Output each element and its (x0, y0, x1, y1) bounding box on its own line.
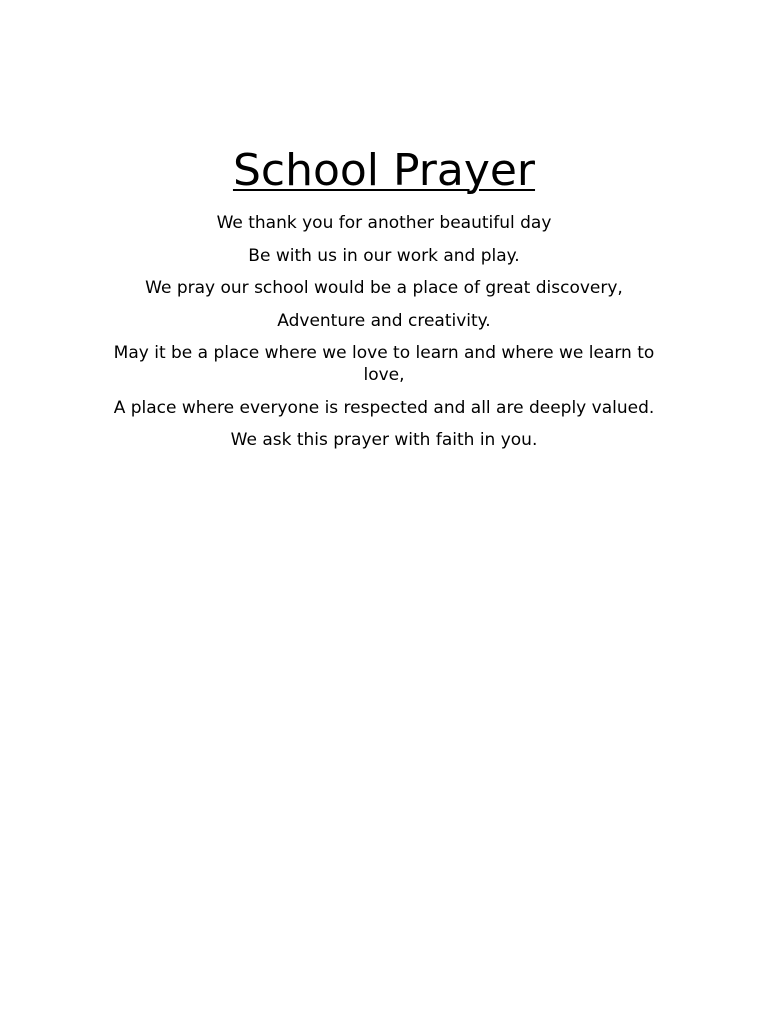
prayer-line: Be with us in our work and play. (248, 245, 520, 266)
prayer-text (92, 212, 676, 462)
prayer-line: We thank you for another beautiful day (216, 213, 552, 233)
document-title (0, 145, 768, 197)
prayer-line: A place where everyone is respected and all are deeply valued. (113, 397, 655, 418)
prayer-line: We ask this prayer with faith in you. (230, 430, 538, 450)
prayer-line: Adventure and creativity. (277, 310, 491, 331)
prayer-line: May it be a place where we love to learn and where we learn to love, (113, 343, 655, 385)
document-title-text: School Prayer (232, 145, 536, 196)
prayer-line: We pray our school would be a place of great discovery, (145, 278, 623, 298)
